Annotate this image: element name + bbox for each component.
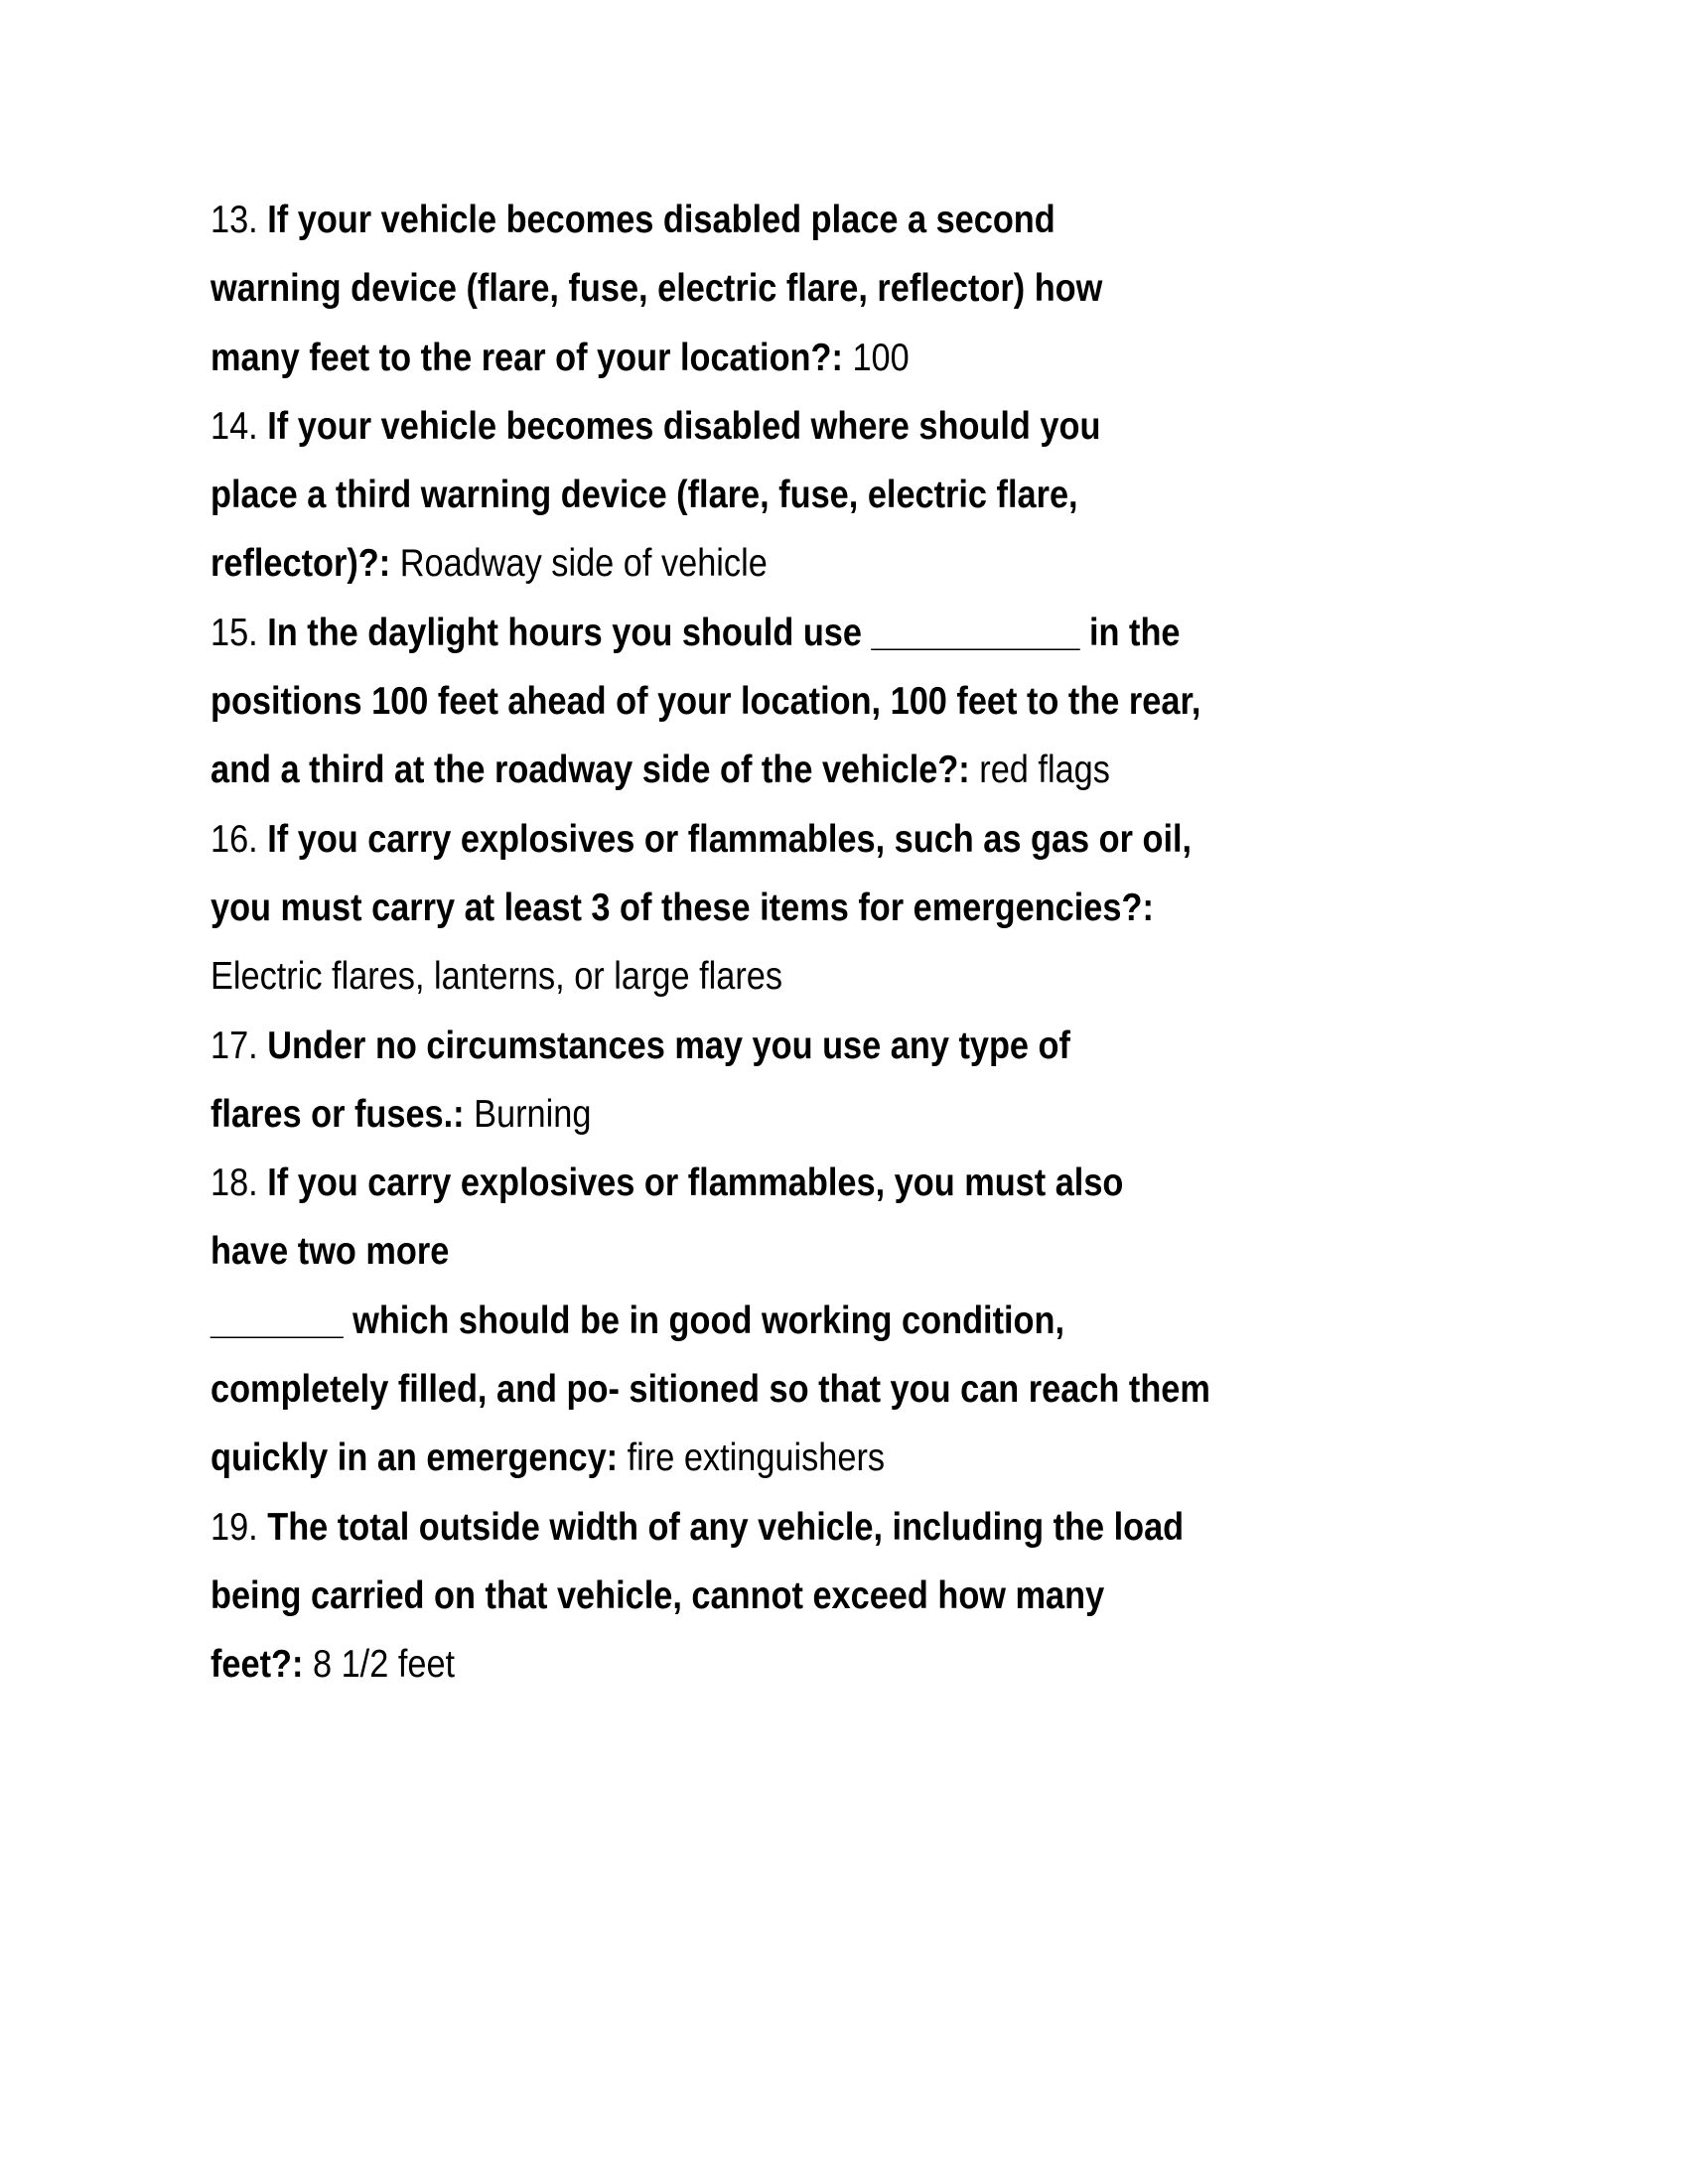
question-number: 15.	[211, 611, 258, 654]
question-13-line	[211, 254, 1210, 323]
question-17-line	[211, 1080, 1210, 1149]
answer-text: fire extinguishers	[627, 1436, 886, 1480]
question-number: 13.	[211, 199, 258, 241]
question-text: feet?:	[211, 1643, 304, 1687]
question-text: and a third at the roadway side of the vehicle?:	[211, 749, 970, 792]
question-text: flares or fuses.:	[211, 1092, 465, 1136]
question-16-line	[211, 805, 1210, 874]
question-17-line	[211, 1012, 1210, 1080]
document-page	[211, 186, 1346, 1700]
question-18-line	[211, 1287, 1210, 1355]
question-13-line	[211, 186, 1210, 254]
question-18-line	[211, 1149, 1210, 1217]
question-text: If your vehicle becomes disabled place a second	[267, 199, 1055, 241]
question-text: positions 100 feet ahead of your location, 100 feet to the rear,	[211, 680, 1201, 724]
question-14-line	[211, 461, 1210, 529]
question-number: 18.	[211, 1161, 258, 1205]
question-19-line	[211, 1562, 1210, 1630]
question-number: 19.	[211, 1505, 258, 1549]
question-16-line	[211, 942, 1210, 1011]
question-text: have two more	[211, 1230, 450, 1274]
answer-text: 8 1/2 feet	[312, 1643, 456, 1687]
answer-text: Electric flares, lanterns, or large flares	[211, 955, 783, 999]
question-text: If you carry explosives or flammables, you must also	[267, 1161, 1124, 1205]
answer-text: Roadway side of vehicle	[399, 542, 768, 586]
answer-text: Burning	[474, 1092, 592, 1136]
question-text: If you carry explosives or flammables, such as gas or oil,	[267, 817, 1193, 861]
question-text: place a third warning device (flare, fuse, electric flare,	[211, 474, 1078, 517]
answer-text: red flags	[979, 749, 1110, 792]
question-14-line	[211, 392, 1210, 461]
question-16-line	[211, 874, 1210, 942]
question-text: If your vehicle becomes disabled where should you	[267, 404, 1101, 448]
question-text: warning device (flare, fuse, electric flare, reflector) how	[211, 267, 1103, 311]
question-15-line	[211, 599, 1210, 667]
answer-text: 100	[852, 336, 910, 379]
question-text: The total outside width of any vehicle, including the load	[267, 1505, 1185, 1549]
question-text: quickly in an emergency:	[211, 1436, 619, 1480]
question-text: being carried on that vehicle, cannot exceed how many	[211, 1573, 1105, 1617]
question-number: 16.	[211, 817, 258, 861]
question-text: reflector)?:	[211, 542, 391, 586]
question-13-line	[211, 324, 1210, 392]
question-19-line	[211, 1630, 1210, 1699]
question-18-line	[211, 1355, 1210, 1424]
question-15-line	[211, 736, 1210, 804]
question-text: many feet to the rear of your location?:	[211, 336, 843, 379]
question-15-line	[211, 667, 1210, 736]
question-text: completely filled, and po- sitioned so that you can reach them	[211, 1368, 1210, 1412]
question-text: Under no circumstances may you use any type of	[267, 1024, 1070, 1067]
question-18-line	[211, 1217, 1210, 1286]
question-19-line	[211, 1493, 1210, 1562]
question-text: In the daylight hours you should use ___________ in the	[267, 611, 1181, 654]
question-text: _______ which should be in good working condition,	[211, 1298, 1065, 1342]
question-number: 14.	[211, 404, 258, 448]
question-text: you must carry at least 3 of these items for emergencies?:	[211, 886, 1154, 929]
question-18-line	[211, 1424, 1210, 1492]
question-14-line	[211, 529, 1210, 598]
question-number: 17.	[211, 1024, 258, 1067]
